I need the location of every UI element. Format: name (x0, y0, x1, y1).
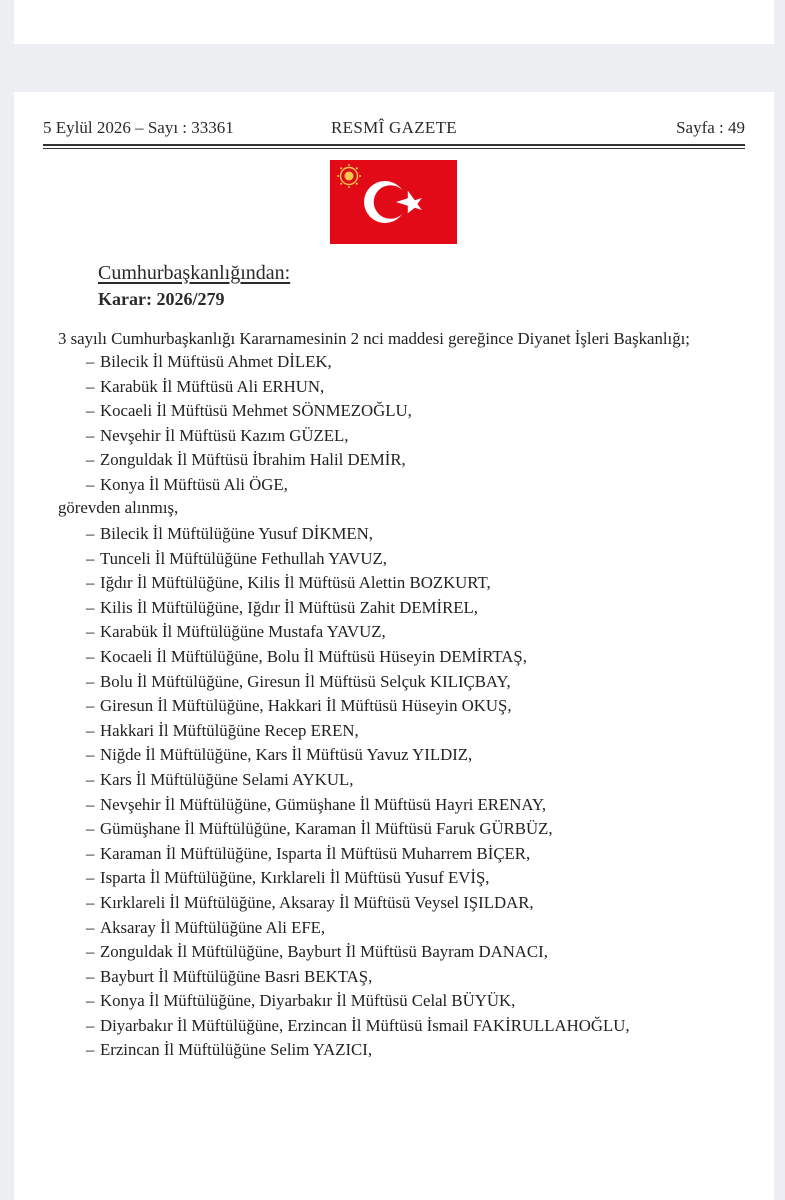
list-dash: – (86, 401, 95, 421)
list-item (86, 547, 630, 572)
presidential-seal-icon (337, 164, 361, 188)
list-dash: – (86, 868, 95, 888)
list-item (86, 916, 630, 941)
publication-title: RESMÎ GAZETE (331, 118, 457, 137)
list-dash: – (86, 646, 95, 666)
list-dash: – (86, 720, 95, 740)
list-dash: – (86, 622, 95, 642)
list-item-text: Iğdır İl Müftülüğüne, Kilis İl Müftüsü Alettin BOZKURT, (100, 573, 491, 593)
list-item-text: Karaman İl Müftülüğüne, Isparta İl Müftüsü Muharrem BİÇER, (100, 843, 531, 863)
list-dash: – (86, 991, 95, 1011)
appointments-list (86, 522, 630, 1063)
list-item (86, 448, 412, 473)
list-dash: – (86, 524, 95, 543)
list-item-text: Kars İl Müftülüğüne Selami AYKUL, (100, 769, 354, 789)
list-dash: – (86, 1015, 95, 1035)
list-item (86, 891, 630, 916)
page-header (43, 116, 745, 138)
list-item (86, 940, 630, 965)
previous-page-edge (14, 0, 774, 44)
list-item-text: Kırklareli İl Müftülüğüne, Aksaray İl Müftüsü Veysel IŞILDAR, (100, 892, 534, 912)
list-item-text: Giresun İl Müftülüğüne, Hakkari İl Müftüsü Hüseyin OKUŞ, (100, 696, 512, 716)
list-item (86, 842, 630, 867)
list-item-text: Hakkari İl Müftülüğüne Recep EREN, (100, 720, 359, 740)
list-item (86, 1014, 630, 1039)
dismissed-list (86, 350, 412, 498)
list-item (86, 399, 412, 424)
list-item-text: Konya İl Müftülüğüne, Diyarbakır İl Müftüsü Celal BÜYÜK, (100, 991, 516, 1011)
list-item-text: Zonguldak İl Müftüsü İbrahim Halil DEMİR, (100, 450, 406, 470)
list-item-text: Aksaray İl Müftülüğüne Ali EFE, (100, 917, 326, 937)
list-item-text: Zonguldak İl Müftülüğüne, Bayburt İl Müftüsü Bayram DANACI, (100, 942, 548, 962)
list-item (86, 866, 630, 891)
list-dash: – (86, 548, 95, 568)
list-item-text: Bilecik İl Müftülüğüne Yusuf DİKMEN, (100, 524, 373, 543)
list-dash: – (86, 745, 95, 765)
list-item-text: Nevşehir İl Müftülüğüne, Gümüşhane İl Müftüsü Hayri ERENAY, (100, 794, 547, 814)
list-item (86, 694, 630, 719)
list-item-text: Tunceli İl Müftülüğüne Fethullah YAVUZ, (100, 548, 387, 568)
list-dash: – (86, 917, 95, 937)
list-dash: – (86, 1040, 95, 1060)
list-item (86, 989, 630, 1014)
page-number: Sayfa : 49 (676, 118, 745, 137)
list-item-text: Diyarbakır İl Müftülüğüne, Erzincan İl Müftüsü İsmail FAKİRULLAHOĞLU, (100, 1015, 630, 1035)
list-item (86, 473, 412, 498)
list-item (86, 350, 412, 375)
list-dash: – (86, 794, 95, 814)
list-item (86, 522, 630, 547)
list-item-text: Karabük İl Müftülüğüne Mustafa YAVUZ, (100, 622, 386, 642)
list-item-text: Karabük İl Müftüsü Ali ERHUN, (100, 376, 325, 396)
list-dash: – (86, 892, 95, 912)
list-dash: – (86, 819, 95, 839)
issuer-heading: Cumhurbaşkanlığından: (98, 262, 291, 284)
list-item-text: Isparta İl Müftülüğüne, Kırklareli İl Müftüsü Yusuf EVİŞ, (100, 868, 490, 888)
list-item (86, 375, 412, 400)
list-dash: – (86, 425, 95, 445)
list-dash: – (86, 474, 95, 494)
list-item (86, 571, 630, 596)
list-dash: – (86, 942, 95, 962)
header-rule-thin (43, 148, 745, 149)
turkish-flag-icon (330, 160, 457, 244)
list-dash: – (86, 696, 95, 716)
list-item-text: Nevşehir İl Müftüsü Kazım GÜZEL, (100, 425, 349, 445)
list-item (86, 965, 630, 990)
list-dash: – (86, 352, 95, 371)
list-dash: – (86, 376, 95, 396)
list-item (86, 793, 630, 818)
list-dash: – (86, 671, 95, 691)
list-item (86, 817, 630, 842)
list-dash: – (86, 450, 95, 470)
list-dash: – (86, 597, 95, 617)
gazette-page (14, 92, 774, 1200)
list-item-text: Bilecik İl Müftüsü Ahmet DİLEK, (100, 352, 332, 371)
list-item-text: Kocaeli İl Müftülüğüne, Bolu İl Müftüsü Hüseyin DEMİRTAŞ, (100, 646, 527, 666)
list-item (86, 424, 412, 449)
list-item (86, 743, 630, 768)
list-item (86, 719, 630, 744)
header-rule-thick (43, 144, 745, 146)
list-item-text: Bolu İl Müftülüğüne, Giresun İl Müftüsü Selçuk KILIÇBAY, (100, 671, 511, 691)
dismissed-suffix: görevden alınmış, (58, 498, 179, 517)
list-dash: – (86, 966, 95, 986)
list-item-text: Niğde İl Müftülüğüne, Kars İl Müftüsü Yavuz YILDIZ, (100, 745, 473, 765)
list-item-text: Bayburt İl Müftülüğüne Basri BEKTAŞ, (100, 966, 373, 986)
list-item (86, 596, 630, 621)
list-item (86, 645, 630, 670)
list-item (86, 1038, 630, 1063)
decision-number: Karar: 2026/279 (98, 289, 225, 309)
list-item-text: Gümüşhane İl Müftülüğüne, Karaman İl Müftüsü Faruk GÜRBÜZ, (100, 819, 553, 839)
list-item-text: Kocaeli İl Müftüsü Mehmet SÖNMEZOĞLU, (100, 401, 412, 421)
list-dash: – (86, 769, 95, 789)
list-dash: – (86, 843, 95, 863)
list-item (86, 670, 630, 695)
issue-date-number: 5 Eylül 2026 – Sayı : 33361 (43, 118, 234, 137)
list-dash: – (86, 573, 95, 593)
list-item-text: Kilis İl Müftülüğüne, Iğdır İl Müftüsü Zahit DEMİREL, (100, 597, 479, 617)
list-item (86, 620, 630, 645)
list-item-text: Konya İl Müftüsü Ali ÖGE, (100, 474, 288, 494)
list-item (86, 768, 630, 793)
list-item-text: Erzincan İl Müftülüğüne Selim YAZICI, (100, 1040, 373, 1060)
decree-intro: 3 sayılı Cumhurbaşkanlığı Kararnamesinin 2 nci maddesi gereğince Diyanet İşleri Başkanlığı; (58, 329, 690, 348)
